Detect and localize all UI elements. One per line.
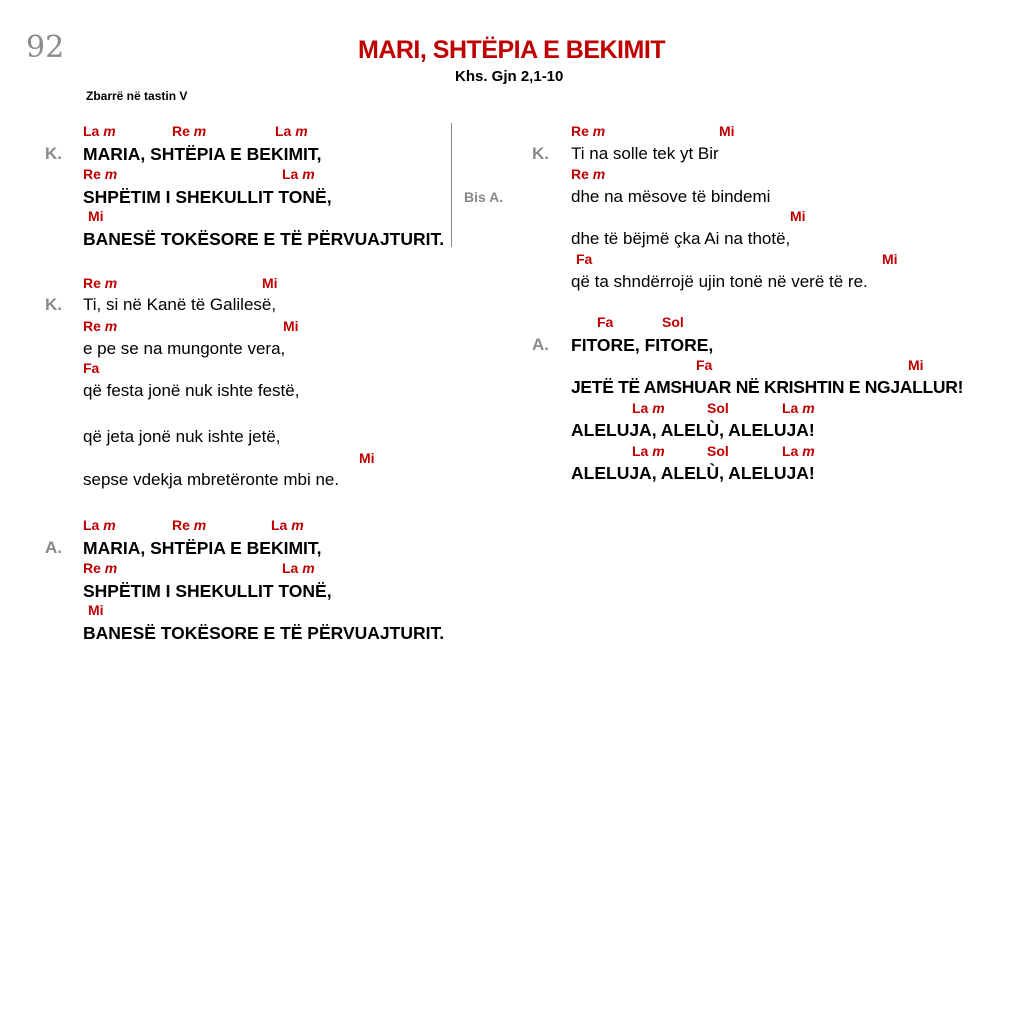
chord-fa: Fa: [83, 360, 100, 376]
chord-mi: Mi: [882, 251, 898, 267]
chord-la-minor: La m: [282, 560, 315, 576]
scripture-reference: Khs. Gjn 2,1-10: [455, 68, 564, 85]
section-marker-a: A.: [45, 538, 62, 557]
chord-mi: Mi: [283, 318, 299, 334]
lyric-line: sepse vdekja mbretëronte mbi ne.: [83, 470, 340, 489]
page-number: 92: [26, 30, 65, 65]
chord-re-minor: Re m: [83, 275, 118, 291]
chord-fa: Fa: [576, 251, 593, 267]
lyric-line: ALELUJA, ALELÙ, ALELUJA!: [571, 420, 815, 440]
chord-mi: Mi: [790, 208, 806, 224]
chord-la-minor: La m: [282, 166, 315, 182]
song-title: MARI, SHTËPIA E BEKIMIT: [358, 36, 666, 64]
chord-mi: Mi: [88, 208, 104, 224]
section-marker-k: K.: [45, 295, 62, 314]
lyric-line: FITORE, FITORE,: [571, 335, 714, 355]
chord-la-minor: La m: [275, 123, 308, 139]
chord-la-minor: La m: [632, 443, 665, 459]
chord-sol: Sol: [707, 443, 729, 459]
chord-re-minor: Re m: [172, 517, 207, 533]
lyric-line: Ti, si në Kanë të Galilesë,: [83, 295, 277, 314]
chord-re-minor: Re m: [571, 166, 606, 182]
chord-la-minor: La m: [782, 400, 815, 416]
lyric-line: BANESË TOKËSORE E TË PËRVUAJTURIT.: [83, 623, 445, 643]
chord-mi: Mi: [908, 357, 924, 373]
chord-la-minor: La m: [83, 517, 116, 533]
chord-sol: Sol: [707, 400, 729, 416]
chord-mi: Mi: [719, 123, 735, 139]
chord-la-minor: La m: [83, 123, 116, 139]
chord-sol: Sol: [662, 314, 684, 330]
chord-re-minor: Re m: [172, 123, 207, 139]
chord-fa: Fa: [696, 357, 713, 373]
section-marker-a: A.: [532, 335, 549, 354]
lyric-line: që ta shndërrojë ujin tonë në verë të re.: [571, 272, 868, 291]
chord-la-minor: La m: [632, 400, 665, 416]
chord-mi: Mi: [262, 275, 278, 291]
chord-la-minor: La m: [782, 443, 815, 459]
chord-mi: Mi: [88, 602, 104, 618]
lyric-line: JETË TË AMSHUAR NË KRISHTIN E NGJALLUR!: [571, 377, 964, 397]
lyric-line: e pe se na mungonte vera,: [83, 339, 286, 358]
section-marker-k: K.: [45, 144, 62, 163]
lyric-line: dhe na mësove të bindemi: [571, 187, 771, 206]
chord-mi: Mi: [359, 450, 375, 466]
section-marker-k: K.: [532, 144, 549, 163]
lyric-line: ALELUJA, ALELÙ, ALELUJA!: [571, 463, 815, 483]
chord-re-minor: Re m: [83, 166, 118, 182]
chord-fa: Fa: [597, 314, 614, 330]
chord-re-minor: Re m: [571, 123, 606, 139]
lyric-line: MARIA, SHTËPIA E BEKIMIT,: [83, 538, 322, 558]
bis-divider: [451, 123, 452, 247]
capo-note: Zbarrë në tastin V: [86, 89, 188, 103]
lyric-line: MARIA, SHTËPIA E BEKIMIT,: [83, 144, 322, 164]
lyric-line: që festa jonë nuk ishte festë,: [83, 381, 300, 400]
lyric-line: që jeta jonë nuk ishte jetë,: [83, 427, 281, 446]
lyric-line: SHPËTIM I SHEKULLIT TONË,: [83, 581, 332, 601]
lyric-line: Ti na solle tek yt Bir: [571, 144, 719, 163]
chord-la-minor: La m: [271, 517, 304, 533]
lyric-line: BANESË TOKËSORE E TË PËRVUAJTURIT.: [83, 229, 445, 249]
lyric-line: dhe të bëjmë çka Ai na thotë,: [571, 229, 791, 248]
chord-re-minor: Re m: [83, 318, 118, 334]
bis-label: Bis A.: [464, 189, 504, 205]
lyric-line: SHPËTIM I SHEKULLIT TONË,: [83, 187, 332, 207]
chord-re-minor: Re m: [83, 560, 118, 576]
